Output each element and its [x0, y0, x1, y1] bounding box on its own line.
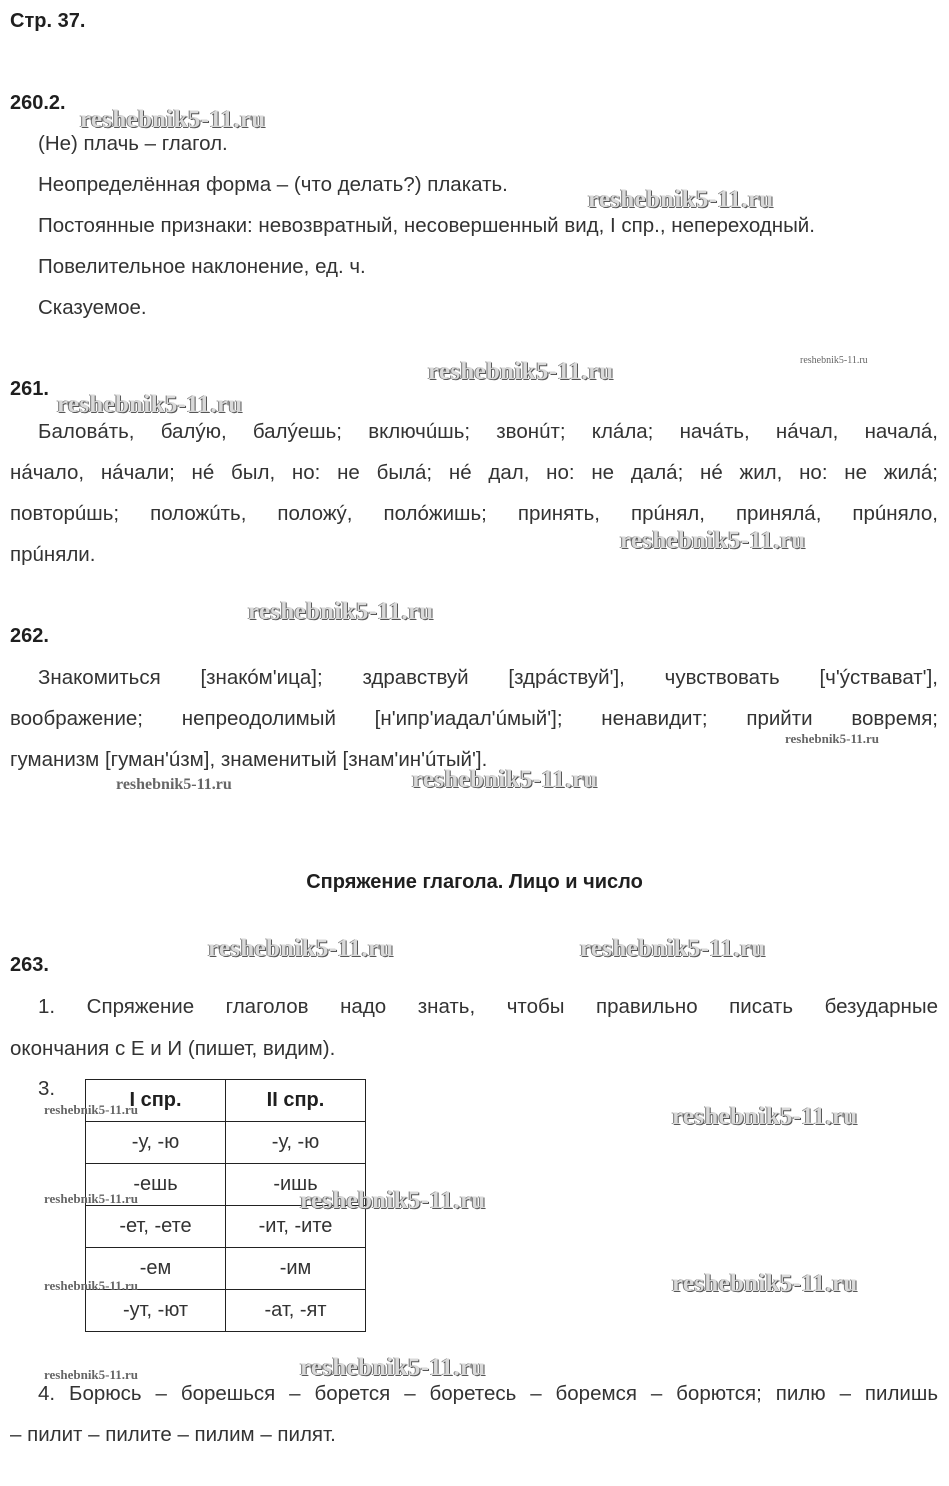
table-cell: -ут, -ют [86, 1290, 226, 1332]
watermark: reshebnik5-11.ru [80, 106, 266, 133]
watermark: reshebnik5-11.ru [116, 776, 232, 793]
exercise-number-261: 261. [10, 378, 49, 400]
table-cell: -ет, -ете [86, 1206, 226, 1248]
text-line: 4. Борюсь – борешься – борется – боретесь – боремся – борются; пилю – пилишь [38, 1382, 938, 1405]
watermark: reshebnik5-11.ru [44, 1367, 139, 1382]
watermark: reshebnik5-11.ru [412, 766, 598, 793]
text-line: Повелительное наклонение, ед. ч. [38, 255, 366, 278]
table-header-cell: II спр. [226, 1080, 366, 1122]
page-label: Стр. 37. [10, 10, 86, 32]
watermark: reshebnik5-11.ru [300, 1354, 486, 1381]
text-line: повторúшь; положúть, положý, полóжишь; принять, прúнял, принялá, прúняло, [10, 502, 938, 525]
watermark: reshebnik5-11.ru [428, 358, 614, 385]
text-line: воображение; непреодолимый [н'ипр'иадал'úмый']; ненавидит; прийти вовремя; [10, 707, 938, 730]
watermark: reshebnik5-11.ru [580, 935, 766, 962]
table-row [86, 1122, 366, 1164]
text-line: Сказуемое. [38, 296, 147, 319]
text-line: (Не) плачь – глагол. [38, 132, 228, 155]
table-cell: -у, -ю [86, 1122, 226, 1164]
text-line: Знакомиться [знакóм'ица]; здравствуй [здрáствуй'], чувствовать [ч'ýствават'], [38, 666, 938, 689]
text-line: окончания с Е и И (пишет, видим). [10, 1037, 336, 1060]
text-line: прúняли. [10, 543, 96, 566]
watermark: reshebnik5-11.ru [300, 1187, 486, 1214]
text-line: Баловáть, балýю, балýешь; включúшь; звонúт; клáла; начáть, нáчал, началá, [38, 420, 938, 443]
text-line: гуманизм [гуман'úзм], знаменитый [знам'ин'úтый']. [10, 748, 488, 771]
exercise-number-262: 262. [10, 625, 49, 647]
table-header-cell: I спр. [86, 1080, 226, 1122]
item-label: 3. [38, 1077, 56, 1100]
exercise-number-260-2: 260.2. [10, 92, 66, 114]
text-line: Постоянные признаки: невозвратный, несовершенный вид, I спр., непереходный. [38, 214, 815, 237]
watermark: reshebnik5-11.ru [620, 527, 806, 554]
watermark: reshebnik5-11.ru [248, 598, 434, 625]
table-cell: -ит, -ите [226, 1206, 366, 1248]
table-cell: -им [226, 1248, 366, 1290]
watermark: reshebnik5-11.ru [785, 731, 880, 746]
watermark: reshebnik5-11.ru [800, 355, 868, 366]
watermark: reshebnik5-11.ru [44, 1191, 139, 1206]
text-line: 1. Спряжение глаголов надо знать, чтобы правильно писать безударные [38, 995, 938, 1018]
exercise-number-263: 263. [10, 954, 49, 976]
watermark: reshebnik5-11.ru [44, 1278, 139, 1293]
text-line: нáчало, нáчали; нé был, но: не былá; нé дал, но: не далá; нé жил, но: не жилá; [10, 461, 938, 484]
table-cell: -ишь [226, 1164, 366, 1206]
text-line: – пилит – пилите – пилим – пилят. [10, 1423, 336, 1446]
table-cell: -ат, -ят [226, 1290, 366, 1332]
watermark: reshebnik5-11.ru [672, 1270, 858, 1297]
watermark: reshebnik5-11.ru [57, 391, 243, 418]
watermark: reshebnik5-11.ru [588, 186, 774, 213]
watermark: reshebnik5-11.ru [208, 935, 394, 962]
table-cell: -у, -ю [226, 1122, 366, 1164]
watermark: reshebnik5-11.ru [44, 1102, 139, 1117]
watermark: reshebnik5-11.ru [672, 1103, 858, 1130]
table-row [86, 1290, 366, 1332]
text-line: Неопределённая форма – (что делать?) плакать. [38, 173, 508, 196]
section-title: Спряжение глагола. Лицо и число [306, 871, 643, 893]
table-cell: -ем [86, 1248, 226, 1290]
table-cell: -ешь [86, 1164, 226, 1206]
